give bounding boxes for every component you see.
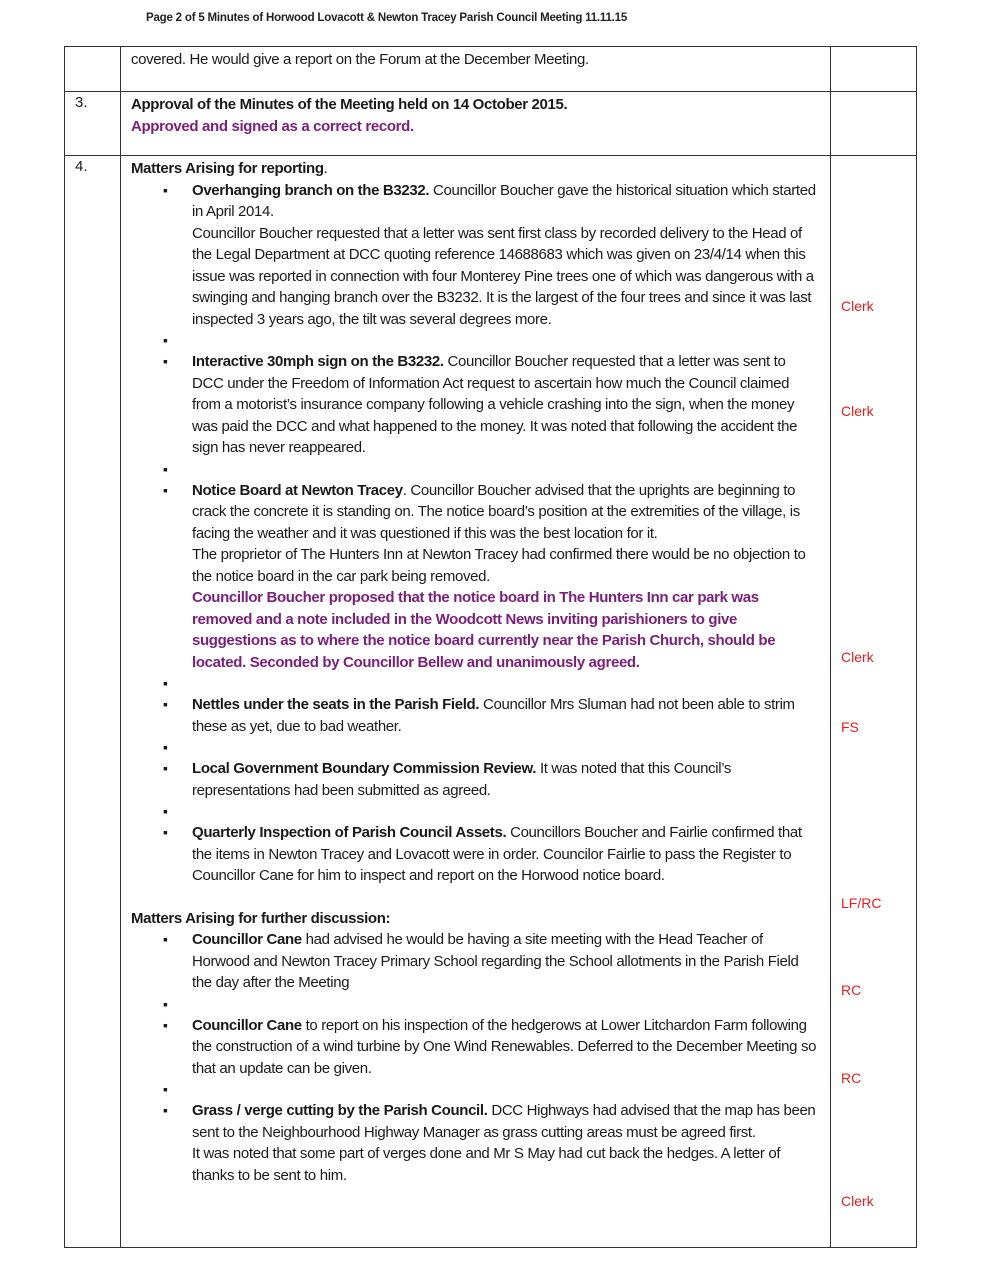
section-heading-discussion: Matters Arising for further discussion: — [131, 909, 391, 927]
item-body-cell: Matters Arising for reporting. ▪ Overhanging branch on the B3232. Councillor Boucher gave the historical situation which started in April 2014. Councillor Boucher requested that a letter was sent first class by recorded delivery to the Head of the Legal Department at DCC quoting reference 14688683 which was given on 23/4/14 when this issue was reported in connection with four Monterey Pine trees one of which was dangerous with a swinging and hanging branch over the B3232. It is the largest of the four trees and since it was last inspected 3 years ago, the tilt was several degrees more. ▪ ▪ Interactive 30mph sign on the B3232. Councillor Boucher requested that a letter was sent to DCC under the Freedom of Information Act request to ascertain how much the Council claimed from a motorist’s insurance company following a vehicle crashing into the sign, when the money was paid the DCC and what happened to the money. It was noted that following the accident the sign has never reappeared. ▪ ▪ Notice Board at Newton Tracey. Councillor Boucher advised that the uprights are beginning to crack the concrete it is standing on. The notice board’s position at the extremities of the village, is facing the weather and it was questioned if this was the best location for it. The proprietor of The Hunters Inn at Newton Tracey had confirmed there would be no objection to the notice board in the car park being removed. Councillor Boucher proposed that the notice board in The Hunters Inn car park was removed and a note included in the Woodcott News inviting parishioners to give suggestions as to where the notice board currently near the Parish Church, should be located. Seconded by Councillor Bellew and unanimously agreed. ▪ ▪ Nettles under the seats in the Parish Field. Councillor Mrs Sluman had not been able to strim these as yet, due to bad weather. ▪ ▪ Local Government Boundary Commission Review. It was noted that this Council’s representations had been submitted as agreed. ▪ ▪ Quarterly Inspection of Parish Council Assets. Councillors Boucher and Fairlie confirmed that the items in Newton Tracey and Lovacott were in order. Councilor Fairlie to pass the Register to Councillor Cane for him to inspect and report on the Horwood notice board. Matters Arising for further discussion: ▪ Councillor Cane had advised he would be having a site meeting with the Head Teacher of Horwood and Newton Tracey Primary School regarding the School allotments in the Parish Field the day after the Meeting ▪ ▪ Councillor Cane to report on his inspection of the hedgerows at Lower Litchardon Farm following the construction of a wind turbine by One Wind Renewables. Deferred to the December Meeting so that an update can be given. ▪ ▪ Grass / verge cutting by the Parish Council. DCC Highways had advised that the map has been sent to the Neighbourhood Highway Manager as grass cutting areas must be agreed first. It was noted that some part of verges done and Mr S May had cut back the hedges. A letter of thanks to be sent to him. — [121, 156, 831, 1248]
section-heading-reporting: Matters Arising for reporting — [131, 160, 324, 177]
item-3-resolution: Approved and signed as a correct record. — [131, 117, 414, 135]
list-item: ▪ Overhanging branch on the B3232. Councillor Boucher gave the historical situation which started in April 2014. Councillor Boucher requested that a letter was sent first class by recorded delivery to the Head of the Legal Department at DCC quoting reference 14688683 which was given on 23/4/14 when this issue was reported in connection with four Monterey Pine trees one of which was dangerous with a swinging and hanging branch over the B3232. It is the largest of the four trees and since it was last inspected 3 years ago, the tilt was several degrees more. — [131, 180, 820, 331]
list-item: ▪ Councillor Cane to report on his inspection of the hedgerows at Lower Litchardon Farm following the construction of a wind turbine by One Wind Renewables. Deferred to the December Meeting so that an update can be given. — [131, 1015, 820, 1080]
item-number: 3. — [65, 92, 121, 156]
action-label: Clerk — [841, 1193, 874, 1209]
list-item: ▪ Notice Board at Newton Tracey. Councillor Boucher advised that the uprights are beginning to crack the concrete it is standing on. The notice board’s position at the extremities of the village, is facing the weather and it was questioned if this was the best location for it. The proprietor of The Hunters Inn at Newton Tracey had confirmed there would be no objection to the notice board in the car park being removed. Councillor Boucher proposed that the notice board in The Hunters Inn car park was removed and a note included in the Woodcott News inviting parishioners to give suggestions as to where the notice board currently near the Parish Church, should be located. Seconded by Councillor Bellew and unanimously agreed. — [131, 480, 820, 674]
action-label: Clerk — [841, 403, 874, 419]
action-label: Clerk — [841, 298, 874, 314]
list-item: ▪ Interactive 30mph sign on the B3232. Councillor Boucher requested that a letter was sent to DCC under the Freedom of Information Act request to ascertain how much the Council claimed from a motorist’s insurance company following a vehicle crashing into the sign, when the money was paid the DCC and what happened to the money. It was noted that following the accident the sign has never reappeared. — [131, 351, 820, 459]
action-cell — [831, 156, 917, 1248]
page-header: Page 2 of 5 Minutes of Horwood Lovacott & Newton Tracey Parish Council Meeting 11.11.15 — [146, 12, 628, 24]
continuation-text: covered. He would give a report on the Forum at the December Meeting. — [131, 51, 589, 68]
list-item: ▪ Councillor Cane had advised he would be having a site meeting with the Head Teacher of Horwood and Newton Tracey Primary School regarding the School allotments in the Parish Field the day after the Meeting — [131, 929, 820, 994]
table-row-item-4 — [65, 156, 917, 1248]
item-number-cell — [65, 47, 121, 92]
list-item: ▪ Quarterly Inspection of Parish Council Assets. Councillors Boucher and Fairlie confirmed that the items in Newton Tracey and Lovacott were in order. Councilor Fairlie to pass the Register to Councillor Cane for him to inspect and report on the Horwood notice board. — [131, 822, 820, 887]
item-3-title: Approval of the Minutes of the Meeting held on 14 October 2015. — [131, 96, 568, 113]
item-number: 4. — [65, 156, 121, 1248]
item-body-cell — [121, 47, 831, 92]
minutes-table — [64, 46, 917, 1248]
list-item: ▪ Local Government Boundary Commission Review. It was noted that this Council’s representations had been submitted as agreed. — [131, 758, 820, 801]
table-row-continuation — [65, 47, 917, 92]
action-cell — [831, 92, 917, 156]
notice-board-resolution: Councillor Boucher proposed that the notice board in The Hunters Inn car park was removed and a note included in the Woodcott News inviting parishioners to give suggestions as to where the notice board currently near the Parish Church, should be located. Seconded by Councillor Bellew and unanimously agreed. — [192, 589, 776, 671]
action-label: FS — [841, 719, 859, 735]
item-body-cell — [121, 92, 831, 156]
table-row-item-3 — [65, 92, 917, 156]
list-item: ▪ Grass / verge cutting by the Parish Council. DCC Highways had advised that the map has been sent to the Neighbourhood Highway Manager as grass cutting areas must be agreed first. It was noted that some part of verges done and Mr S May had cut back the hedges. A letter of thanks to be sent to him. — [131, 1100, 820, 1186]
action-cell — [831, 47, 917, 92]
action-label: LF/RC — [841, 895, 882, 911]
reporting-list — [131, 180, 820, 887]
discussion-list — [131, 929, 820, 1186]
action-label: RC — [841, 982, 862, 998]
action-label: RC — [841, 1070, 862, 1086]
list-item: ▪ Nettles under the seats in the Parish Field. Councillor Mrs Sluman had not been able to strim these as yet, due to bad weather. — [131, 694, 820, 737]
action-label: Clerk — [841, 649, 874, 665]
